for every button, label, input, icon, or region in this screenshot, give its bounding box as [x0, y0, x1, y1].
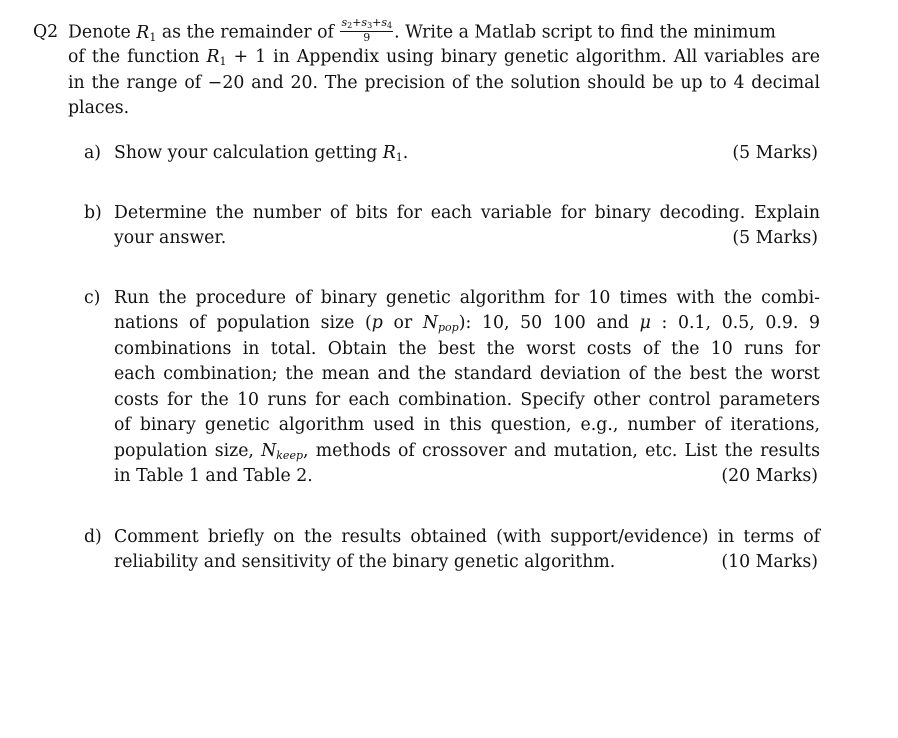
part-a-marks: (5 Marks) [732, 143, 818, 163]
part-c-line-2: nations of population size (p or $N_{pop}$): 10, 50 100 and μ : 0.1, 0.5, 0.9. 9 [114, 313, 821, 334]
part-c-line-3: combinations in total. Obtain the best the worst costs of the 10 runs for [114, 339, 820, 359]
part-b-line-1: Determine the number of bits for each variable for binary decoding. Explain [114, 203, 820, 223]
part-c-label: c) [84, 288, 101, 308]
part-b-label: b) [84, 203, 102, 223]
part-b-line-2: your answer. [114, 228, 227, 248]
intro-line-1: Denote $R_1$ as the remainder of $\frac{s_2+s_3+s_4}{9}$ . Write a Matlab script to find the minimum [68, 16, 776, 44]
part-a-label: a) [84, 143, 102, 163]
part-b-marks: (5 Marks) [732, 228, 818, 248]
part-c-line-4: each combination; the mean and the standard deviation of the best the worst [114, 364, 820, 384]
part-d-label: d) [84, 527, 102, 547]
part-d-line-2: reliability and sensitivity of the binary genetic algorithm. [114, 552, 616, 572]
part-d-line-1: Comment briefly on the results obtained (with support/evidence) in terms of [114, 527, 820, 547]
part-d-marks: (10 Marks) [721, 552, 818, 572]
part-a-text: Show your calculation getting $R_1$. [114, 143, 409, 164]
r1-variable: $R_1$ [136, 22, 157, 44]
intro-line-4: places. [68, 98, 130, 118]
question-label: Q2 [33, 22, 59, 42]
part-c-marks: (20 Marks) [721, 466, 818, 486]
intro-line-3: in the range of −20 and 20. The precision of the solution should be up to 4 decimal [68, 73, 820, 93]
part-c-line-5: costs for the 10 runs for each combination. Specify other control parameters [114, 390, 820, 410]
part-c-line-7: population size, $N_{keep}$, methods of crossover and mutation, etc. List the results [114, 441, 820, 462]
part-c-line-1: Run the procedure of binary genetic algorithm for 10 times with the combi- [114, 288, 820, 308]
part-c-line-6: of binary genetic algorithm used in this question, e.g., number of iterations, [114, 415, 820, 435]
part-c-line-8: in Table 1 and Table 2. [114, 466, 313, 486]
intro-line-2: of the function $R_1 + 1$ in Appendix using binary genetic algorithm. All variables are [68, 47, 820, 68]
fraction-s2-s3-s4-over-9: $\frac{s_2+s_3+s_4}{9}$ [341, 16, 393, 44]
